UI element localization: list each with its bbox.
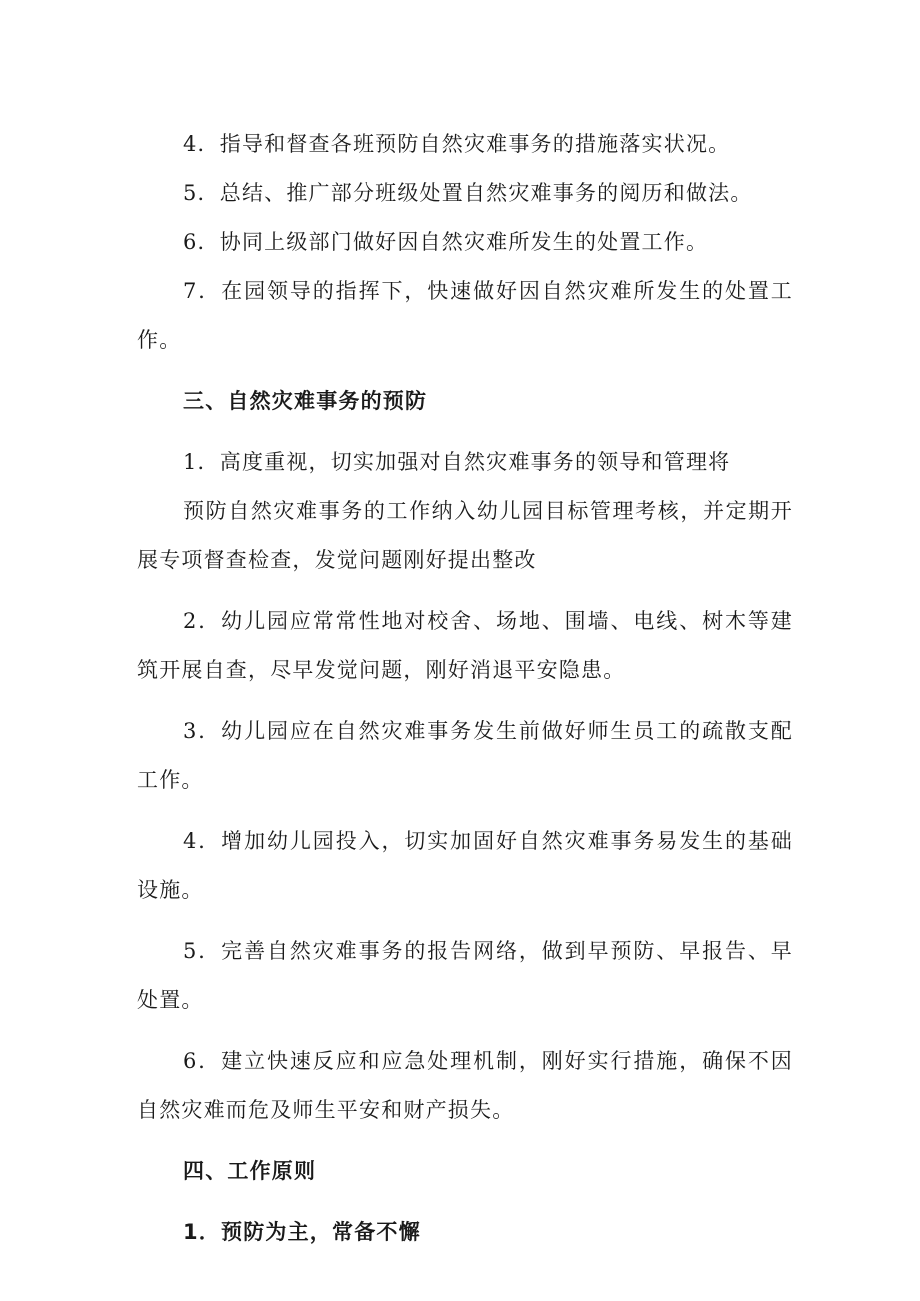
item-4-supervise: 4．指导和督查各班预防自然灾难事务的措施落实状况。	[183, 132, 731, 156]
section-heading-prevention: 三、自然灾难事务的预防	[183, 389, 428, 413]
prevention-item-1: 1．高度重视，切实加强对自然灾难事务的领导和管理将	[183, 450, 731, 474]
prevention-item-4: 4．增加幼儿园投入，切实加固好自然灾难事务易发生的基础设施。	[137, 829, 793, 902]
prevention-item-1-continued: 预防自然灾难事务的工作纳入幼儿园目标管理考核，并定期开展专项督查检查，发觉问题刚好提出整改	[137, 499, 793, 572]
prevention-item-3: 3．幼儿园应在自然灾难事务发生前做好师生员工的疏散支配工作。	[137, 719, 793, 792]
item-5-summarize: 5．总结、推广部分班级处置自然灾难事务的阅历和做法。	[183, 181, 753, 205]
item-6-cooperate: 6．协同上级部门做好因自然灾难所发生的处置工作。	[183, 230, 709, 254]
prevention-item-2: 2．幼儿园应常常性地对校舍、场地、围墙、电线、树木等建筑开展自查，尽早发觉问题，刚好消退平安隐患。	[137, 609, 793, 682]
document-body	[137, 120, 793, 1257]
prevention-item-6: 6．建立快速反应和应急处理机制，刚好实行措施，确保不因自然灾难而危及师生平安和财产损失。	[137, 1049, 793, 1122]
item-7-command: 7．在园领导的指挥下，快速做好因自然灾难所发生的处置工作。	[137, 279, 793, 352]
principle-item-1: 1．预防为主，常备不懈	[183, 1220, 421, 1244]
section-heading-principles: 四、工作原则	[183, 1159, 317, 1183]
prevention-item-5: 5．完善自然灾难事务的报告网络，做到早预防、早报告、早处置。	[137, 939, 793, 1012]
